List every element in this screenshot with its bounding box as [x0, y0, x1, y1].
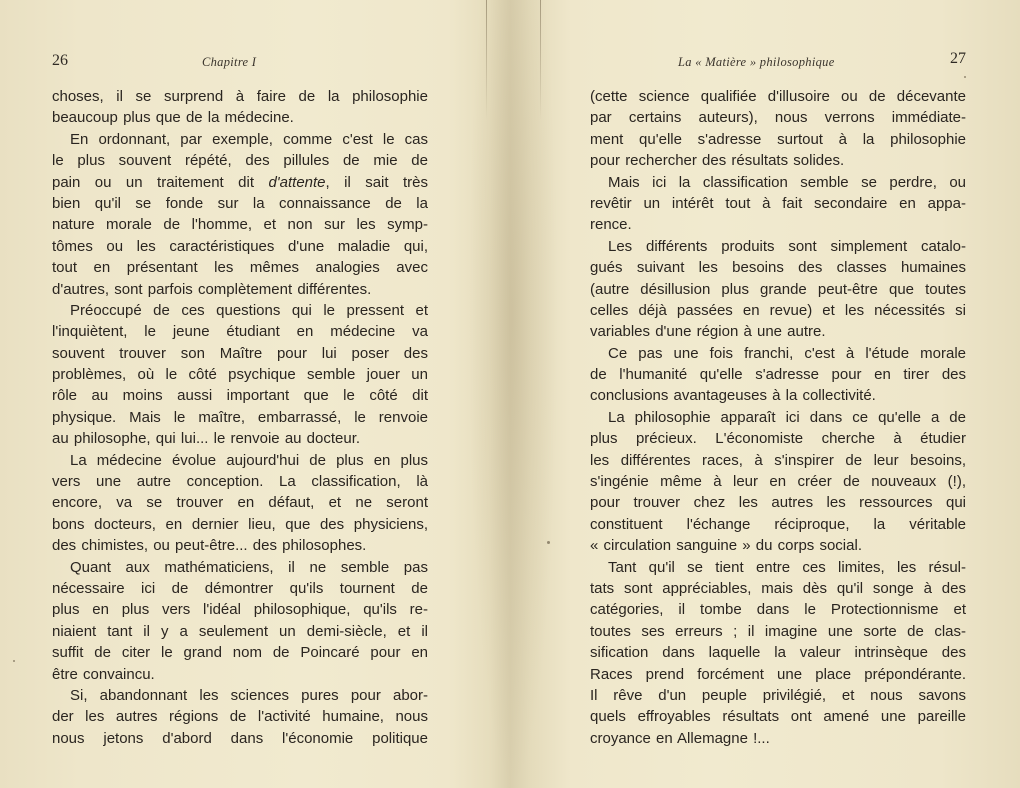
text-line: les différentes races, à s'inspirer de leur besoins,	[590, 451, 966, 469]
text-line: Il rêve d'un peuple privilégié, et nous savons	[590, 686, 966, 704]
running-head: Chapitre I	[202, 55, 257, 69]
text-line: sification dans laquelle la valeur intrinsèque des	[590, 644, 966, 662]
text-line: niaient tant il y a seulement un demi-siècle, et il	[52, 622, 428, 640]
text-line: ment qu'elle s'adresse surtout à la philosophie	[590, 130, 966, 148]
text-line: plus précieux. L'économiste cherche à étudier	[590, 430, 966, 448]
text-line: nécessaire ici de démontrer qu'ils tournent de	[52, 579, 428, 597]
text-line: pour rechercher des résultats solides.	[590, 152, 845, 170]
text-line: Quant aux mathématiciens, il ne semble pas	[70, 558, 428, 576]
text-line: d'autres, sont parfois complètement différentes.	[52, 280, 372, 298]
text-line: l'inquiètent, le jeune étudiant en médecine va	[52, 323, 428, 341]
text-line: croyance en Allemagne !...	[590, 729, 770, 747]
text-line: celles déjà passées en revue) et les nécessités si	[590, 301, 966, 319]
text-line: quels effroyables résultats ont amené une pareille	[590, 708, 966, 726]
text-line: choses, il se surprend à faire de la philosophie	[52, 88, 428, 105]
text-line: de l'humanité qu'elle s'adresse pour en tirer des	[590, 366, 966, 384]
text-line: Les différents produits sont simplement catalo-	[608, 237, 966, 255]
text-line: « circulation sanguine » du corps social.	[590, 537, 862, 555]
text-line: Si, abandonnant les sciences pures pour abor-	[70, 686, 428, 704]
text-line: rôle au moins aussi important que le côté dit	[52, 387, 428, 405]
text-line: pour trouver chez les autres les ressources qui	[590, 494, 966, 512]
text-line: bien qu'il se fonde sur la connaissance de la	[52, 194, 428, 212]
text-line: au philosophe, qui lui... le renvoie au docteur.	[52, 430, 361, 448]
text-line: revêtir un intérêt tout à fait secondaire en appa-	[590, 194, 966, 212]
text-line: Préoccupé de ces questions qui le pressent et	[70, 301, 428, 319]
text-line: s'ingénie même à leur en créer de nouveaux (!),	[590, 473, 966, 491]
text-line: catégories, il tombe dans le Protectionnisme et	[590, 601, 966, 619]
gutter-crease-right	[540, 0, 541, 120]
text-line: tats sont appréciables, mais dès qu'il songe à des	[590, 579, 966, 597]
text-line: conclusions avantageuses à la collectivité.	[590, 387, 876, 405]
right-page-text	[590, 86, 966, 749]
italic-term: d'attente	[268, 173, 326, 191]
text-line: Tant qu'il se tient entre ces limites, les résul-	[608, 558, 966, 576]
left-page-header	[52, 52, 428, 76]
paper-speck	[547, 541, 550, 544]
text-line: beaucoup plus que de la médecine.	[52, 109, 294, 127]
text-line: (autre désillusion plus grande peut-être que toutes	[590, 280, 966, 298]
text-line: par certains auteurs), nous verrons immédiate-	[590, 109, 966, 127]
text-line: tout en présentant les mêmes analogies avec	[52, 259, 428, 277]
page-number: 27	[950, 50, 966, 67]
text-line: bons docteurs, en dernier lieu, que des physiciens,	[52, 515, 428, 533]
text-line: Races prend forcément une place prépondérante.	[590, 665, 966, 683]
paper-speck	[13, 660, 15, 662]
text-line: La médecine évolue aujourd'hui de plus en plus	[70, 451, 428, 469]
text-line: tômes ou les caractéristiques d'une maladie qui,	[52, 237, 428, 255]
text-line: rence.	[590, 216, 632, 234]
text-line: constituent l'échange réciproque, la véritable	[590, 515, 966, 533]
text-line: Ce pas une fois franchi, c'est à l'étude morale	[608, 344, 966, 362]
running-head: La « Matière » philosophique	[678, 55, 835, 69]
text-line: En ordonnant, par exemple, comme c'est le cas	[70, 130, 428, 148]
text-line: pain ou un traitement dit d'attente, il sait très	[52, 173, 428, 191]
text-line: souvent trouver son Maître pour lui poser des	[52, 344, 428, 362]
text-line: des chimistes, ou peut-être... des philosophes.	[52, 537, 367, 555]
text-line: le plus souvent répété, des pillules de mie de	[52, 152, 428, 170]
text-line: La philosophie apparaît ici dans ce qu'elle a de	[608, 408, 966, 426]
right-page	[590, 0, 966, 788]
left-page-text	[52, 86, 428, 749]
gutter-crease-left	[486, 0, 487, 120]
text-line: gués suivant les besoins des classes humaines	[590, 259, 966, 277]
page-number: 26	[52, 52, 68, 69]
book-gutter	[468, 0, 558, 788]
text-line: vers une autre conception. La classification, là	[52, 473, 428, 491]
right-page-header	[590, 52, 966, 76]
text-line: Mais ici la classification semble se perdre, ou	[608, 173, 966, 191]
text-line: (cette science qualifiée d'illusoire ou de décevante	[590, 88, 966, 105]
text-line: nature morale de l'homme, et non sur les symp-	[52, 216, 428, 234]
left-page	[52, 0, 428, 788]
text-line: der les autres régions de l'activité humaine, nous	[52, 708, 428, 726]
text-line: être convaincu.	[52, 665, 155, 683]
text-line: physique. Mais le maître, embarrassé, le renvoie	[52, 408, 428, 426]
text-line: suffit de citer le grand nom de Poincaré pour en	[52, 644, 428, 662]
text-line: variables d'une région à une autre.	[590, 323, 826, 341]
text-line: toutes ses erreurs ; il imagine une sorte de clas-	[590, 622, 966, 640]
text-line: nous jetons d'abord dans l'économie politique	[52, 729, 428, 747]
paper-speck	[964, 76, 966, 78]
text-line: encore, va se trouver en défaut, et ne seront	[52, 494, 428, 512]
text-line: problèmes, où le côté psychique semble jouer un	[52, 366, 428, 384]
text-line: plus en plus vers l'idéal philosophique, qu'ils re-	[52, 601, 428, 619]
